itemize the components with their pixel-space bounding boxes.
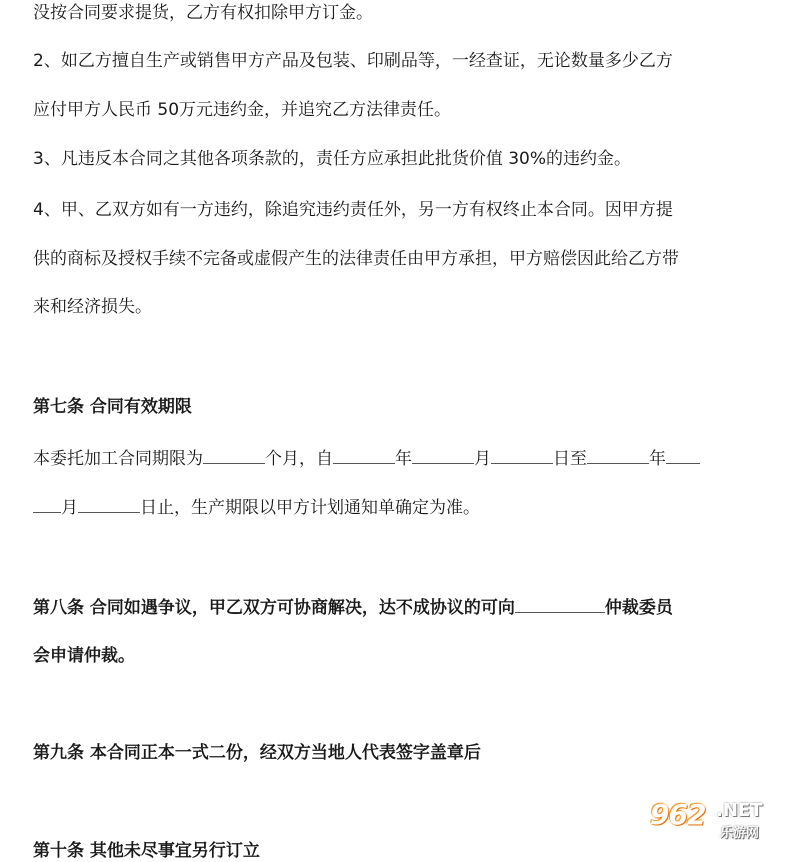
clause-2-line-2: 应付甲方人民币 50万元违约金，并追究乙方法律责任。 <box>33 100 452 120</box>
text-segment: 日止，生产期限以甲方计划通知单确定为准。 <box>140 498 480 518</box>
article-7-line-2 <box>33 494 480 516</box>
clause-4-line-2: 供的商标及授权手续不完备或虚假产生的法律责任由甲方承担，甲方赔偿因此给乙方带 <box>33 249 679 269</box>
article-10: 第十条 其他未尽事宜另行订立 <box>33 841 260 861</box>
text-segment: 仲裁委员 <box>604 598 673 618</box>
clause-2-line-1: 2、如乙方擅自生产或销售甲方产品及包装、印刷品等，一经查证，无论数量多少乙方 <box>33 51 673 71</box>
text-segment: 本委托加工合同期限为 <box>33 449 203 469</box>
text-segment: 年 <box>395 449 412 469</box>
blank-end-month-b <box>33 494 61 513</box>
article-9: 第九条 本合同正本一式二份，经双方当地人代表签字盖章后 <box>33 743 481 763</box>
text-segment: 个月，自 <box>265 449 333 469</box>
blank-start-day <box>491 445 553 464</box>
clause-3: 3、凡违反本合同之其他各项条款的，责任方应承担此批货价值 30%的违约金。 <box>33 149 632 169</box>
site-watermark-logo <box>650 798 778 842</box>
blank-start-year <box>333 445 395 464</box>
clause-4-line-1: 4、甲、乙双方如有一方违约，除追究违约责任外，另一方有权终止本合同。因甲方提 <box>33 200 673 220</box>
text-segment: 第八条 合同如遇争议，甲乙双方可协商解决，达不成协议的可向 <box>33 598 515 618</box>
blank-start-month <box>412 445 474 464</box>
paragraph-line: 没按合同要求提货，乙方有权扣除甲方订金。 <box>33 3 373 23</box>
article-7-line-1 <box>33 445 700 467</box>
article-8-line-2: 会申请仲裁。 <box>33 646 135 666</box>
blank-end-day <box>78 494 140 513</box>
blank-end-year <box>587 445 649 464</box>
watermark-brand: 962 <box>650 798 706 831</box>
clause-4-line-3: 来和经济损失。 <box>33 297 152 317</box>
watermark-subtitle: 乐游网 <box>720 826 760 841</box>
blank-arbitration-body <box>515 594 605 613</box>
article-8-line-1 <box>33 594 673 616</box>
blank-end-month-a <box>666 445 700 464</box>
watermark-tld: .NET <box>716 800 763 821</box>
text-segment: 年 <box>649 449 666 469</box>
blank-months <box>203 445 265 464</box>
text-segment: 日至 <box>553 449 587 469</box>
article-7-heading: 第七条 合同有效期限 <box>33 397 192 417</box>
text-segment: 月 <box>61 498 78 518</box>
text-segment: 月 <box>474 449 491 469</box>
